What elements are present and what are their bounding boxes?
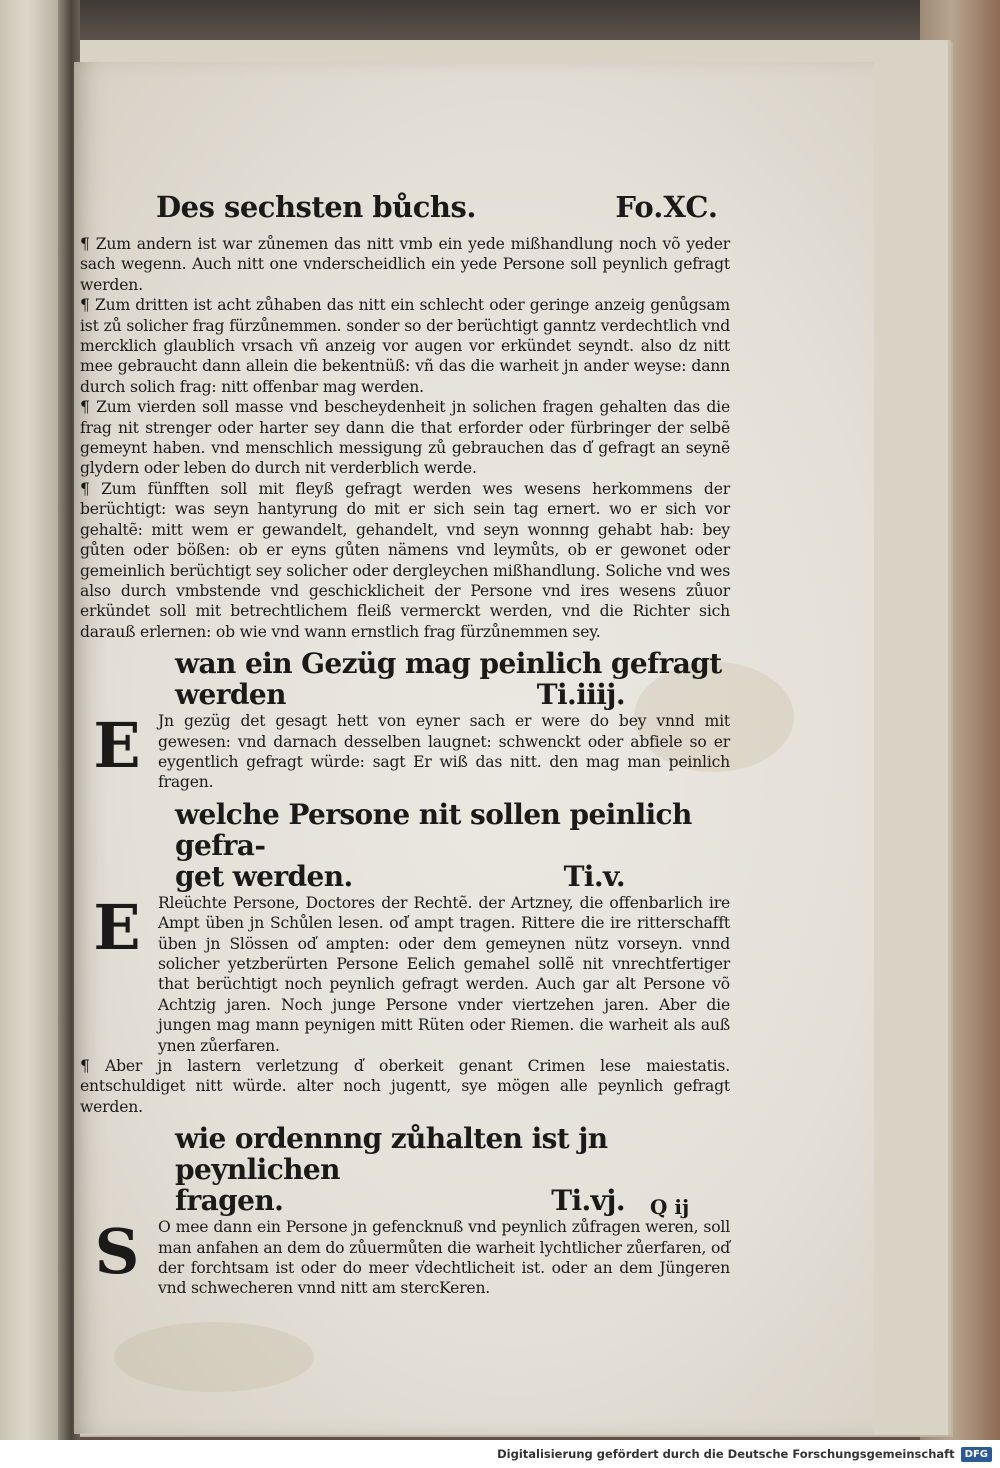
paragraph: ¶ Zum fünfften soll mit fleyß gefragt werden wes wesens herkommens der berüchtigt: was seyn hantyrung do mit er sich sein tag ernert. wo er sich vor gehaltẽ: mitt wem er gewandelt, gehandelt, vnd seyn wonnng gehabt hab: bey gůten oder bößen: ob er eyns gůten nämens vnd leymůts, ob er gewonet oder gemeinlich berüchtigt sey solicher oder dergleychen mißhandlung. Soliche vnd wes also durch vmbstende vnd geschicklicheit der Persone vnd ires wesens zůuor erkündet soll mit betrechtlichem fleiß vermerckt werden, vnd die Richter sich darauß erlernen: ob wie vnd wann ernstlich frag fürzůnemmen sey. bbox=[80, 479, 730, 641]
paper-stain bbox=[114, 1322, 314, 1392]
section-body bbox=[94, 1215, 730, 1299]
running-head bbox=[80, 190, 730, 234]
paragraph: Rleüchte Persone, Doctores der Rechtẽ. der Artzney, die offenbarlich ire Ampt üben jn Schůlen lesen. od̕ ampt tragen. Rittere die ire ritterschafft üben jn Slössen od̕ ampten: oder dem gemeynen nütz vorseyn. vnnd solicher yetzberürten Persone Eelich gemahel sollẽ nit vnrechtfertiger that berüchtigt noch peynlich gefragt werden. Auch gar alt Persone võ Achtzig jaren. Noch junge Persone vnder viertzehen jaren. Aber die jungen mag mann peynigen mitt Rüten oder Riemen. die warheit als auß ynen zůerfaren. bbox=[158, 893, 730, 1055]
paragraph: O mee dann ein Persone jn gefencknuß vnd peynlich zůfragen weren, soll man anfahen an dem do zůuermůten die warheit lychtlicher zůerfaren, od̕ der forchtsam ist oder do meer v̕dechtlicheit ist. oder an dem Jüngeren vnd schwecheren vnnd nitt am stercKeren. bbox=[158, 1218, 730, 1298]
page-text bbox=[80, 190, 730, 1299]
section-body bbox=[93, 890, 730, 1056]
section-heading-text: fragen. bbox=[175, 1184, 284, 1218]
decorated-initial: S bbox=[94, 1215, 140, 1289]
paragraph: ¶ Zum dritten ist acht zůhaben das nitt ein schlecht oder geringe anzeig genůgsam ist zů solicher frag fürzůnemmen. sonder so der berüchtigt ganntz verdechtlich vnd mercklich glaublich vrsach vñ anzeig vor augen vor erkündet seyndt. also dz nitt mee gebraucht dann allein die bekentnüß: vñ das die warheit jn ander weyse: dann durch solich frag: nitt offenbar mag werden. bbox=[80, 296, 730, 396]
funding-credit: Digitalisierung gefördert durch die Deutsche Forschungsgemeinschaft bbox=[497, 1447, 955, 1461]
section-heading: wie ordennng zůhalten ist jn peynlichen bbox=[175, 1122, 608, 1187]
running-title: Des sechsten bůchs. bbox=[156, 190, 476, 224]
decorated-initial: E bbox=[93, 890, 141, 964]
title-number: Ti.iiij. bbox=[536, 678, 625, 712]
title-number: Ti.v. bbox=[563, 859, 625, 893]
folio-number: Fo.XC. bbox=[615, 190, 718, 224]
section-heading-line2 bbox=[175, 679, 625, 711]
dfg-logo-icon[interactable]: DFG bbox=[961, 1447, 992, 1462]
section-heading: wan ein Gezüg mag peinlich gefragt bbox=[175, 647, 722, 681]
section-heading-text: get werden. bbox=[175, 859, 353, 893]
decorated-initial: E bbox=[93, 709, 141, 783]
paragraph: ¶ Zum andern ist war zůnemen das nitt vmb ein yede mißhandlung noch võ yeder sach wegenn. Auch nitt one vnderscheidlich ein yede Persone soll peynlich gefragt werden. bbox=[80, 235, 730, 294]
section-body bbox=[93, 709, 730, 793]
signature-mark: Q ij bbox=[650, 1195, 690, 1219]
section-heading-text: werden bbox=[175, 678, 286, 712]
title-number: Ti.vj. bbox=[551, 1184, 625, 1218]
section-heading: welche Persone nit sollen peinlich gefra- bbox=[175, 797, 692, 862]
paragraph: ¶ Aber jn lastern verletzung d̕ oberkeit genant Crimen lese maiestatis. entschuldiget nitt würde. alter noch jugentt, sye mögen alle peynlich gefragt werden. bbox=[80, 1057, 730, 1116]
section-heading-line2 bbox=[175, 861, 625, 893]
paragraph: Jn gezüg det gesagt hett von eyner sach er were do bey vnnd mit gewesen: vnd darnach desselben laugnet: schwenckt oder abfiele so er eygentlich gefragt würde: sagt Er wiß das nitt. den mag man peinlich fragen. bbox=[158, 712, 730, 792]
footer-bar bbox=[0, 1440, 1000, 1468]
paragraph: ¶ Zum vierden soll masse vnd bescheydenheit jn solichen fragen gehalten das die frag nit strenger oder harter sey dann die that erforder oder fürbringer der selbẽ gemeynt haben. vnd menschlich messigung zů gebrauchen das d̕ gefragt an seynẽ glydern oder leben do durch nit verderblich werde. bbox=[80, 398, 730, 478]
section-heading-line2 bbox=[175, 1185, 625, 1217]
